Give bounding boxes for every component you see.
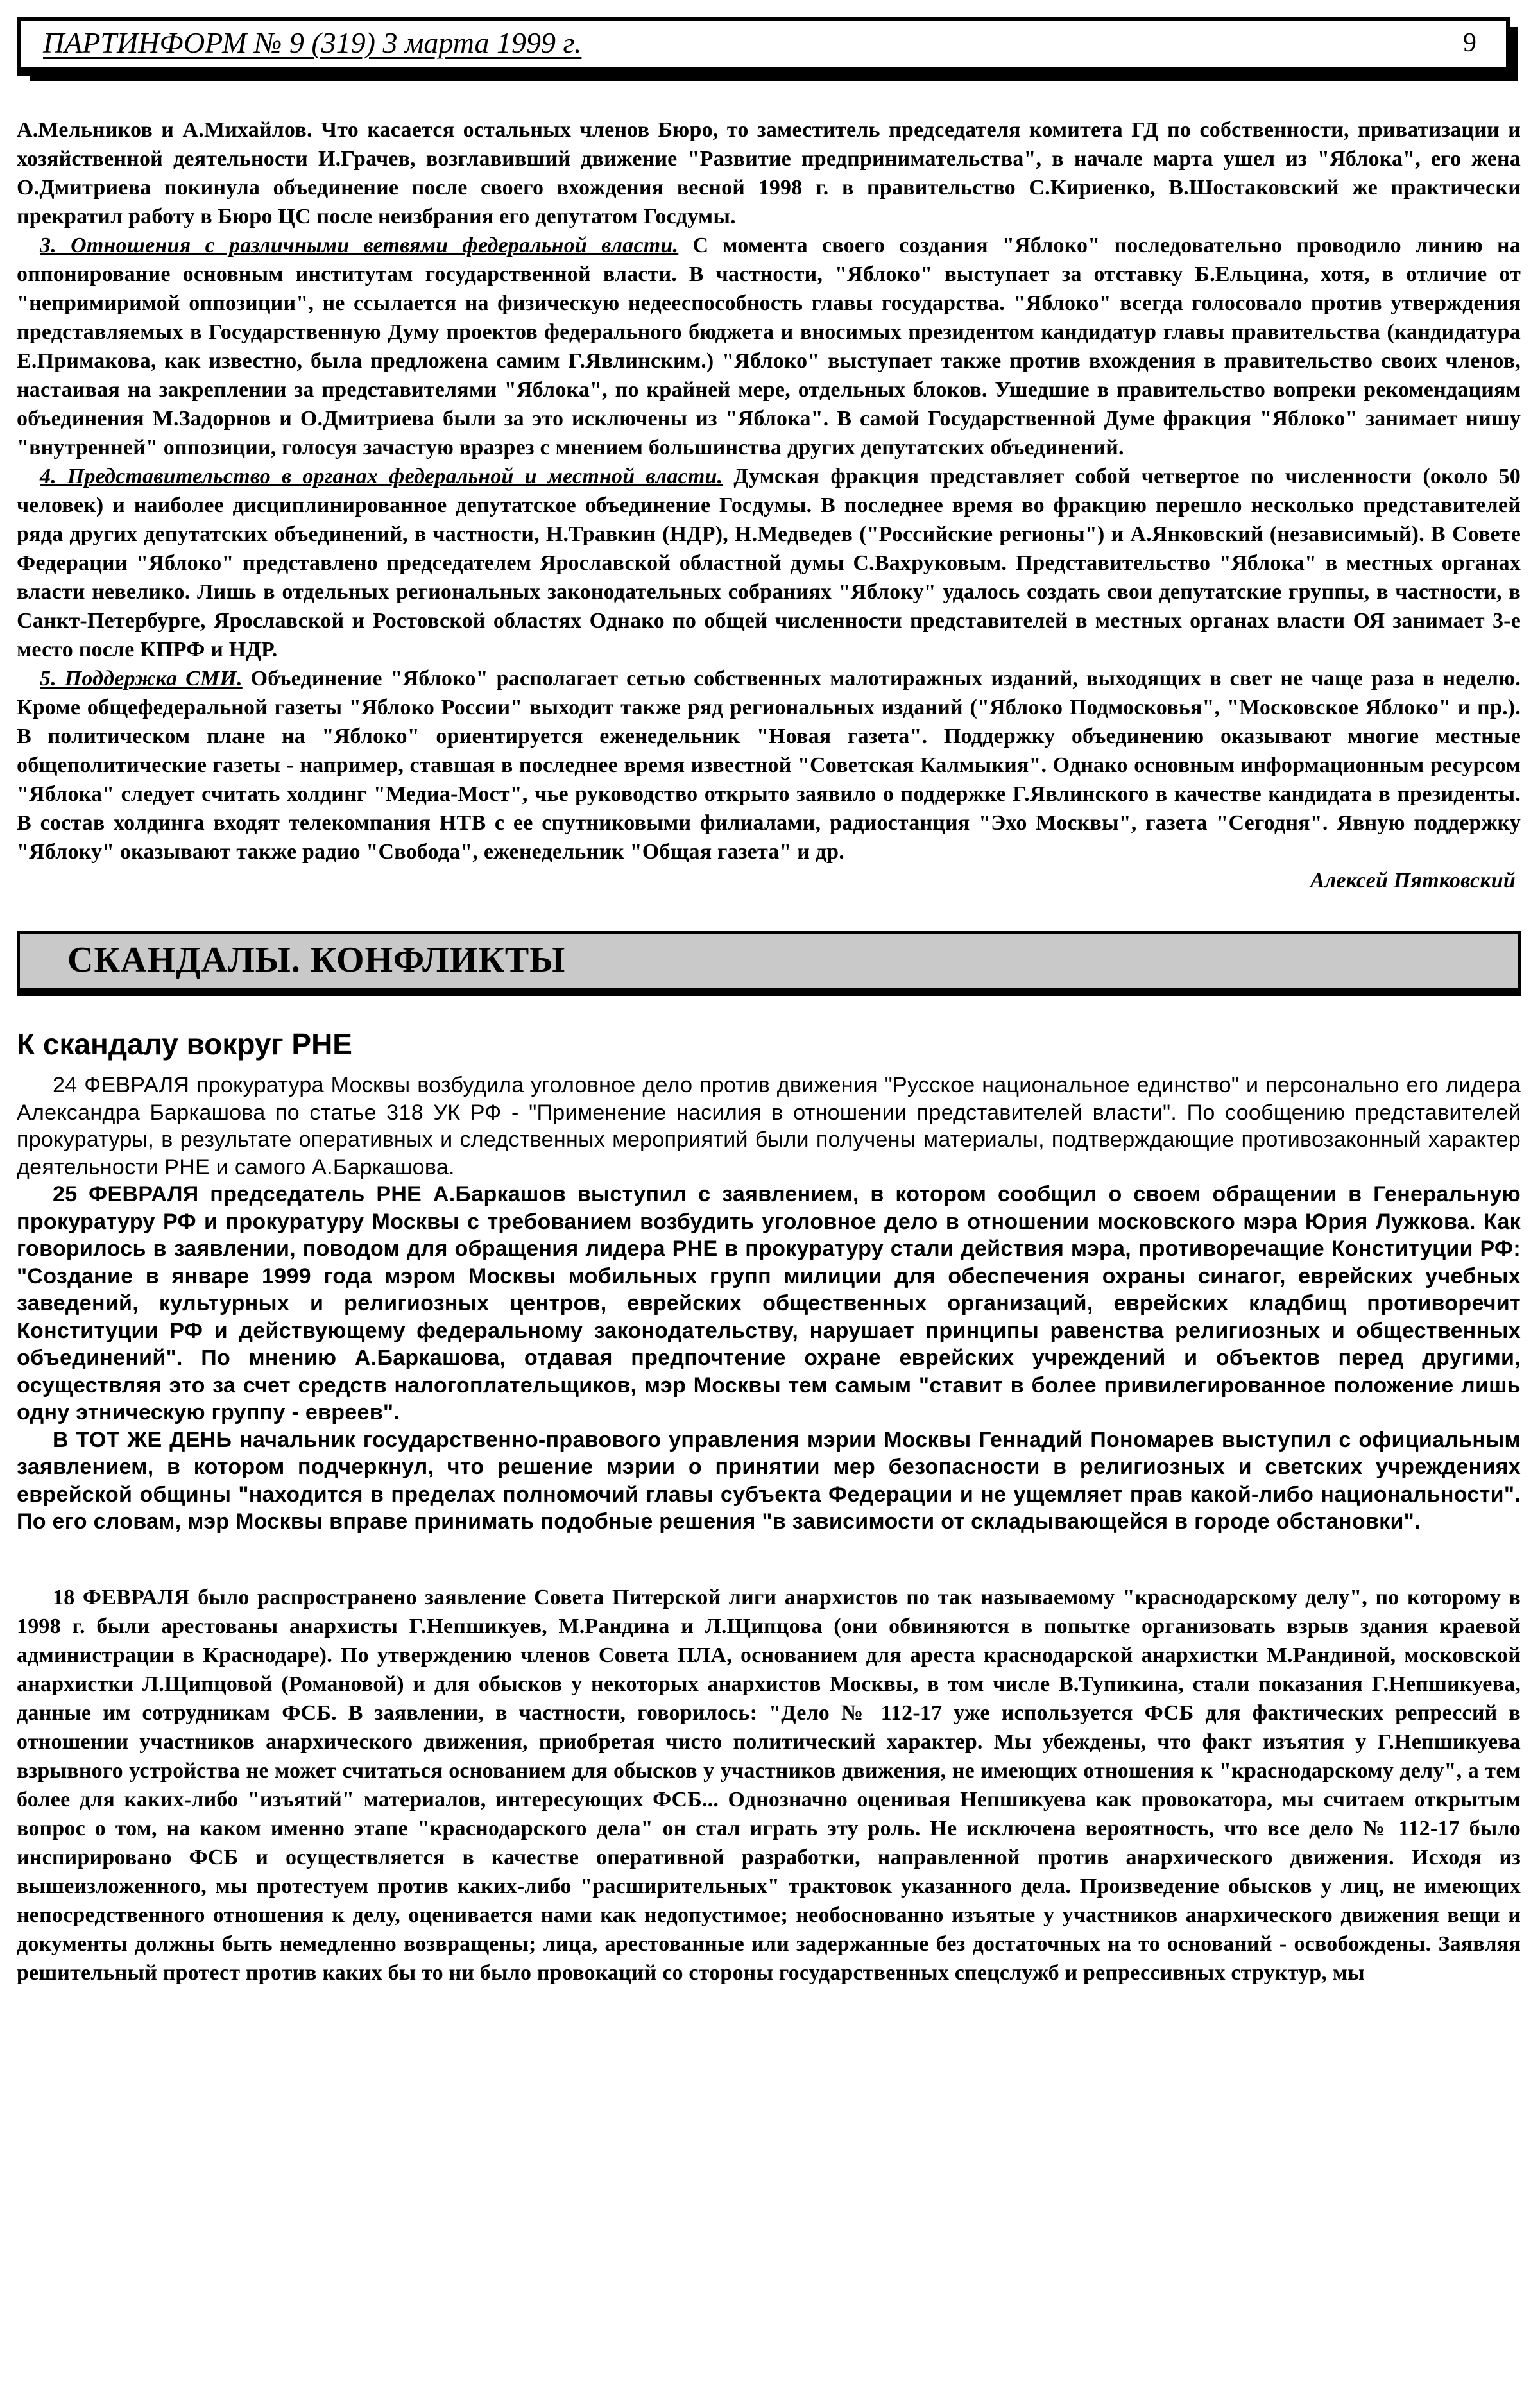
section-5-text: Объединение "Яблоко" располагает сетью собственных малотиражных изданий, выходящих в свет не чаще раза в неделю. Кроме общефедеральной газеты "Яблоко России" выходит также ряд региональных изданий ("Яблоко Подмосковья", "Московское Яблоко" и пр.). В политическом плане на "Яблоко" ориентируется еженедельник "Новая газета". Поддержку объединению оказывают многие местные общеполитические газеты - например, ставшая в последнее время известной "Советская Калмыкия". Однако основным информационным ресурсом "Яблока" следует считать холдинг "Медиа-Мост", чье руководство открыто заявило о поддержке Г.Явлинского в качестве кандидата в президенты. В состав холдинга входят телекомпания НТВ с ее спутниковыми филиалами, радиостанция "Эхо Москвы", газета "Сегодня". Явную поддержку "Яблоку" оказывают также радио "Свобода", еженедельник "Общая газета" и др. bbox=[17, 667, 1521, 864]
rne-paragraph-2: 25 ФЕВРАЛЯ председатель РНЕ А.Баркашов выступил с заявлением, в котором сообщил о своем обращении в Генеральную прокуратуру РФ и прокуратуру Москвы с требованием возбудить уголовное дело в отношении московского мэра Юрия Лужкова. Как говорилось в заявлении, поводом для обращения лидера РНЕ в прокуратуру стали действия мэра, противоречащие Конституции РФ: "Создание в январе 1999 года мэром Москвы мобильных групп милиции для обеспечения охраны синагог, еврейских учебных заведений, культурных и религиозных центров, еврейских общественных организаций, еврейских кладбищ противоречит Конституции РФ и действующему федеральному законодательству, нарушает принципы равенства религиозных и общественных объединений". По мнению А.Баркашова, отдавая предпочтение охране еврейских учреждений и объектов перед другими, осуществляя это за счет средств налогоплательщиков, мэр Москвы тем самым "ставит в более привилегированное положение лишь одну этническую группу - евреев". bbox=[17, 1182, 1521, 1425]
section-banner bbox=[17, 931, 1521, 996]
rne-paragraph-3: В ТОТ ЖЕ ДЕНЬ начальник государственно-правового управления мэрии Москвы Геннадий Пономарев выступил с официальным заявлением, в котором подчеркнул, что решение мэрии о принятии мер безопасности в религиозных и светских учреждениях еврейской общины "находится в пределах полномочий главы субъекта Федерации и не ущемляет прав какой-либо национальности". По его словам, мэр Москвы вправе принимать подобные решения "в зависимости от складывающейся в городе обстановки". bbox=[17, 1427, 1521, 1534]
masthead bbox=[17, 17, 1510, 76]
article-paragraph-continuation: А.Мельников и А.Михайлов. Что касается остальных членов Бюро, то заместитель председателя комитета ГД по собственности, приватизации и хозяйственной деятельности И.Грачев, возглавивший движение "Развитие предпринимательства", в начале марта ушел из "Яблока", его жена О.Дмитриева покинула объединение после своего вхождения весной 1998 г. в правительство С.Кириенко, В.Шостаковский же практически прекратил работу в Бюро ЦС после неизбрания его депутатом Госдумы. bbox=[17, 118, 1521, 228]
section-4-text: Думская фракция представляет собой четвертое по численности (около 50 человек) и наиболее дисциплинированное депутатское объединение Госдумы. В последнее время во фракцию перешло несколько представителей ряда других депутатских объединений, в частности, Н.Травкин (НДР), Н.Медведев ("Российские регионы") и А.Янковский (независимый). В Совете Федерации "Яблоко" представлено председателем Ярославской областной думы С.Вахруковым. Представительство "Яблока" в местных органах власти невелико. Лишь в отдельных региональных законодательных собраниях "Яблоку" удалось создать свои депутатские группы, в частности, в Санкт-Петербурге, Ярославской и Ростовской областях Однако по общей численности представителей в местных органах власти ОЯ занимает 3-е место после КПРФ и НДР. bbox=[17, 465, 1521, 662]
article-paragraph-section-4 bbox=[17, 462, 1521, 664]
anarchist-item bbox=[17, 1583, 1521, 1987]
rne-article bbox=[17, 1027, 1521, 1536]
byline: Алексей Пятковский bbox=[1310, 869, 1516, 893]
page-number: 9 bbox=[1463, 28, 1476, 58]
section-5-heading: 5. Поддержка СМИ. bbox=[40, 667, 243, 690]
yabloko-article bbox=[17, 116, 1521, 895]
rne-article-title: К скандалу вокруг РНЕ bbox=[17, 1027, 352, 1061]
article-paragraph-section-5 bbox=[17, 664, 1521, 866]
article-paragraph-section-3 bbox=[17, 231, 1521, 462]
section-banner-title: СКАНДАЛЫ. КОНФЛИКТЫ bbox=[67, 940, 566, 980]
rne-paragraph-1: 24 ФЕВРАЛЯ прокуратура Москвы возбудила уголовное дело против движения "Русское национальное единство" и персонально его лидера Александра Баркашова по статье 318 УК РФ - "Применение насилия в отношении представителей власти". По сообщению представителей прокуратуры, в результате оперативных и следственных мероприятий были получены материалы, подтверждающие противозаконный характер деятельности РНЕ и самого А.Баркашова. bbox=[17, 1073, 1521, 1179]
section-3-heading: 3. Отношения с различными ветвями федеральной власти. bbox=[40, 234, 679, 257]
masthead-title: ПАРТИНФОРМ № 9 (319) 3 марта 1999 г. bbox=[43, 26, 582, 59]
anarchist-paragraph: 18 ФЕВРАЛЯ было распространено заявление Совета Питерской лиги анархистов по так называемому "краснодарскому делу", по которому в 1998 г. были арестованы анархисты Г.Непшикуев, М.Рандина и Л.Щипцова (они обвиняются в попытке организовать взрыв здания краевой администрации в Краснодаре). По утверждению членов Совета ПЛА, основанием для ареста краснодарской анархистки М.Рандиной, московской анархистки Л.Щипцовой (Романовой) и для обысков у некоторых анархистов Москвы, в том числе В.Тупикина, стали показания Г.Непшикуева, данные им сотрудникам ФСБ. В заявлении, в частности, говорилось: "Дело № 112-17 уже используется ФСБ для фактических репрессий в отношении участников анархического движения, приобретая чисто политический характер. Мы убеждены, что факт изъятия у Г.Непшикуева взрывного устройства не может считаться основанием для обысков у участников движения, не имеющих отношения к "краснодарскому делу", а тем более для каких-либо "изъятий" материалов, интересующих ФСБ... Однозначно оценивая Непшикуева как провокатора, мы считаем открытым вопрос о том, на каком именно этапе "краснодарского дела" он стал играть эту роль. Не исключена вероятность, что все дело № 112-17 было инспирировано ФСБ и осуществляется в качестве оперативной разработки, направленной против анархического движения. Исходя из вышеизложенного, мы протестуем против каких-либо "расширительных" трактовок указанного дела. Произведение обысков у лиц, не имеющих непосредственного отношения к делу, оценивается нами как недопустимое; необоснованно изъятые у участников анархического движения вещи и документы должны быть немедленно возвращены; лица, арестованные или задержанные без достаточных на то оснований - освобождены. Заявляя решительный протест против каких бы то ни было провокаций со стороны государственных спецслужб и репрессивных структур, мы bbox=[17, 1585, 1521, 1985]
section-3-text: С момента своего создания "Яблоко" последовательно проводило линию на оппонирование основным институтам государственной власти. В частности, "Яблоко" выступает за отставку Б.Ельцина, хотя, в отличие от "непримиримой оппозиции", не ссылается на физическую недееспособность главы государства. "Яблоко" всегда голосовало против утверждения представляемых в Государственную Думу проектов федерального бюджета и вносимых президентом кандидатур главы правительства (кандидатура Е.Примакова, как известно, была предложена самим Г.Явлинским.) "Яблоко" выступает также против вхождения в правительство своих членов, настаивая на закреплении за представителями "Яблока", по крайней мере, отдельных блоков. Ушедшие в правительство вопреки рекомендациям объединения М.Задорнов и О.Дмитриева были за это исключены из "Яблока". В самой Государственной Думе фракция "Яблоко" занимает нишу "внутренней" оппозиции, голосуя зачастую вразрез с мнением большинства других депутатских объединений. bbox=[17, 234, 1521, 459]
section-4-heading: 4. Представительство в органах федеральной и местной власти. bbox=[40, 465, 723, 488]
